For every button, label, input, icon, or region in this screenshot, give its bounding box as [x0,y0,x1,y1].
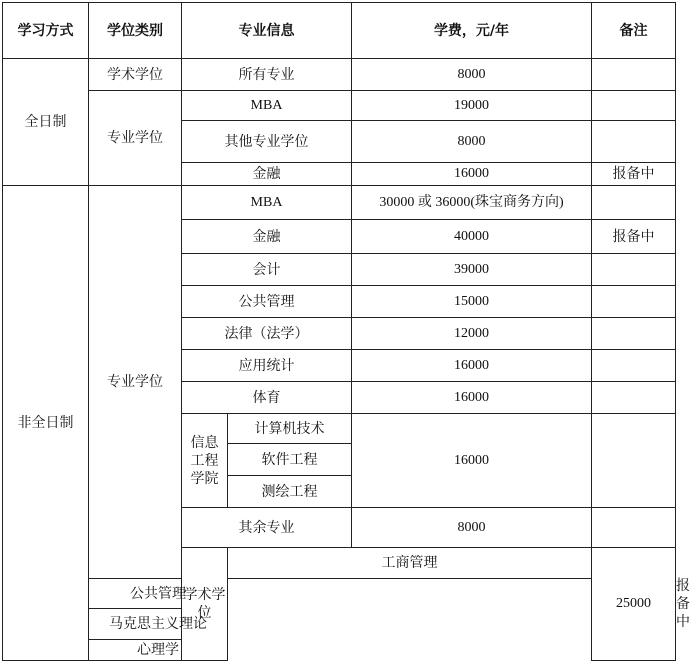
major-cell: 公共管理 [182,286,352,318]
info-school-label [182,414,228,508]
major-cell: 应用统计 [182,350,352,382]
fee-cell: 39000 [352,254,592,286]
fee-cell: 16000 [352,382,592,414]
major-cell: MBA [182,186,352,220]
note-cell [592,414,676,508]
fee-cell: 15000 [352,286,592,318]
degree-professional: 专业学位 [89,186,182,579]
header-fee: 学费，元/年 [352,3,592,59]
header-note: 备注 [592,3,676,59]
major-cell: 心理学 [89,640,228,661]
mode-parttime: 非全日制 [3,186,89,661]
fee-cell: 16000 [352,163,592,186]
fee-cell: 19000 [352,91,592,121]
table-row [3,640,676,661]
table-row [3,609,676,640]
fee-cell: 16000 [352,350,592,382]
major-cell: 会计 [182,254,352,286]
note-cell [592,286,676,318]
header-major: 专业信息 [182,3,352,59]
note-cell [592,318,676,350]
table-row [3,91,676,121]
degree-professional: 专业学位 [89,91,182,186]
table-row [3,59,676,91]
note-cell: 报备中 [592,163,676,186]
note-cell [592,350,676,382]
fee-cell: 8000 [352,508,592,548]
note-cell [592,121,676,163]
major-cell: 测绘工程 [228,476,352,508]
major-cell: 马克思主义理论 [89,609,228,640]
tuition-table [2,2,690,661]
note-cell [592,186,676,220]
header-mode: 学习方式 [3,3,89,59]
fee-cell: 8000 [352,59,592,91]
table-row: 学术学位 工商管理 25000 报备中 [3,548,676,579]
note-cell [592,59,676,91]
major-cell: 软件工程 [228,444,352,476]
fee-cell: 30000 或 36000(珠宝商务方向) [352,186,592,220]
degree-academic: 学术学位 [89,59,182,91]
fee-cell: 8000 [352,121,592,163]
note-cell [592,382,676,414]
table-row [3,186,676,220]
mode-fulltime: 全日制 [3,59,89,186]
major-cell: 所有专业 [182,59,352,91]
major-cell: MBA [182,91,352,121]
major-cell: 金融 [182,163,352,186]
info-school-label-line: 工程 [190,452,219,469]
fee-cell: 16000 [352,414,592,508]
info-school-label-line: 学院 [190,470,219,487]
note-cell [592,91,676,121]
table-row [3,579,676,609]
fee-cell: 12000 [352,318,592,350]
info-school-label-line: 信息 [190,434,219,451]
fee-cell: 25000 [592,548,676,661]
major-cell: 工商管理 [228,548,592,579]
major-cell: 其他专业学位 [182,121,352,163]
major-cell: 其余专业 [182,508,352,548]
note-cell [592,508,676,548]
major-cell: 金融 [182,220,352,254]
note-cell [592,254,676,286]
major-cell: 法律（法学） [182,318,352,350]
major-cell: 计算机技术 [228,414,352,444]
major-cell: 体育 [182,382,352,414]
header-row [3,3,676,59]
note-cell: 报备中 [592,220,676,254]
header-degree: 学位类别 [89,3,182,59]
degree-academic: 学术学位 [182,548,228,661]
fee-cell: 40000 [352,220,592,254]
major-cell: 公共管理 [89,579,228,609]
